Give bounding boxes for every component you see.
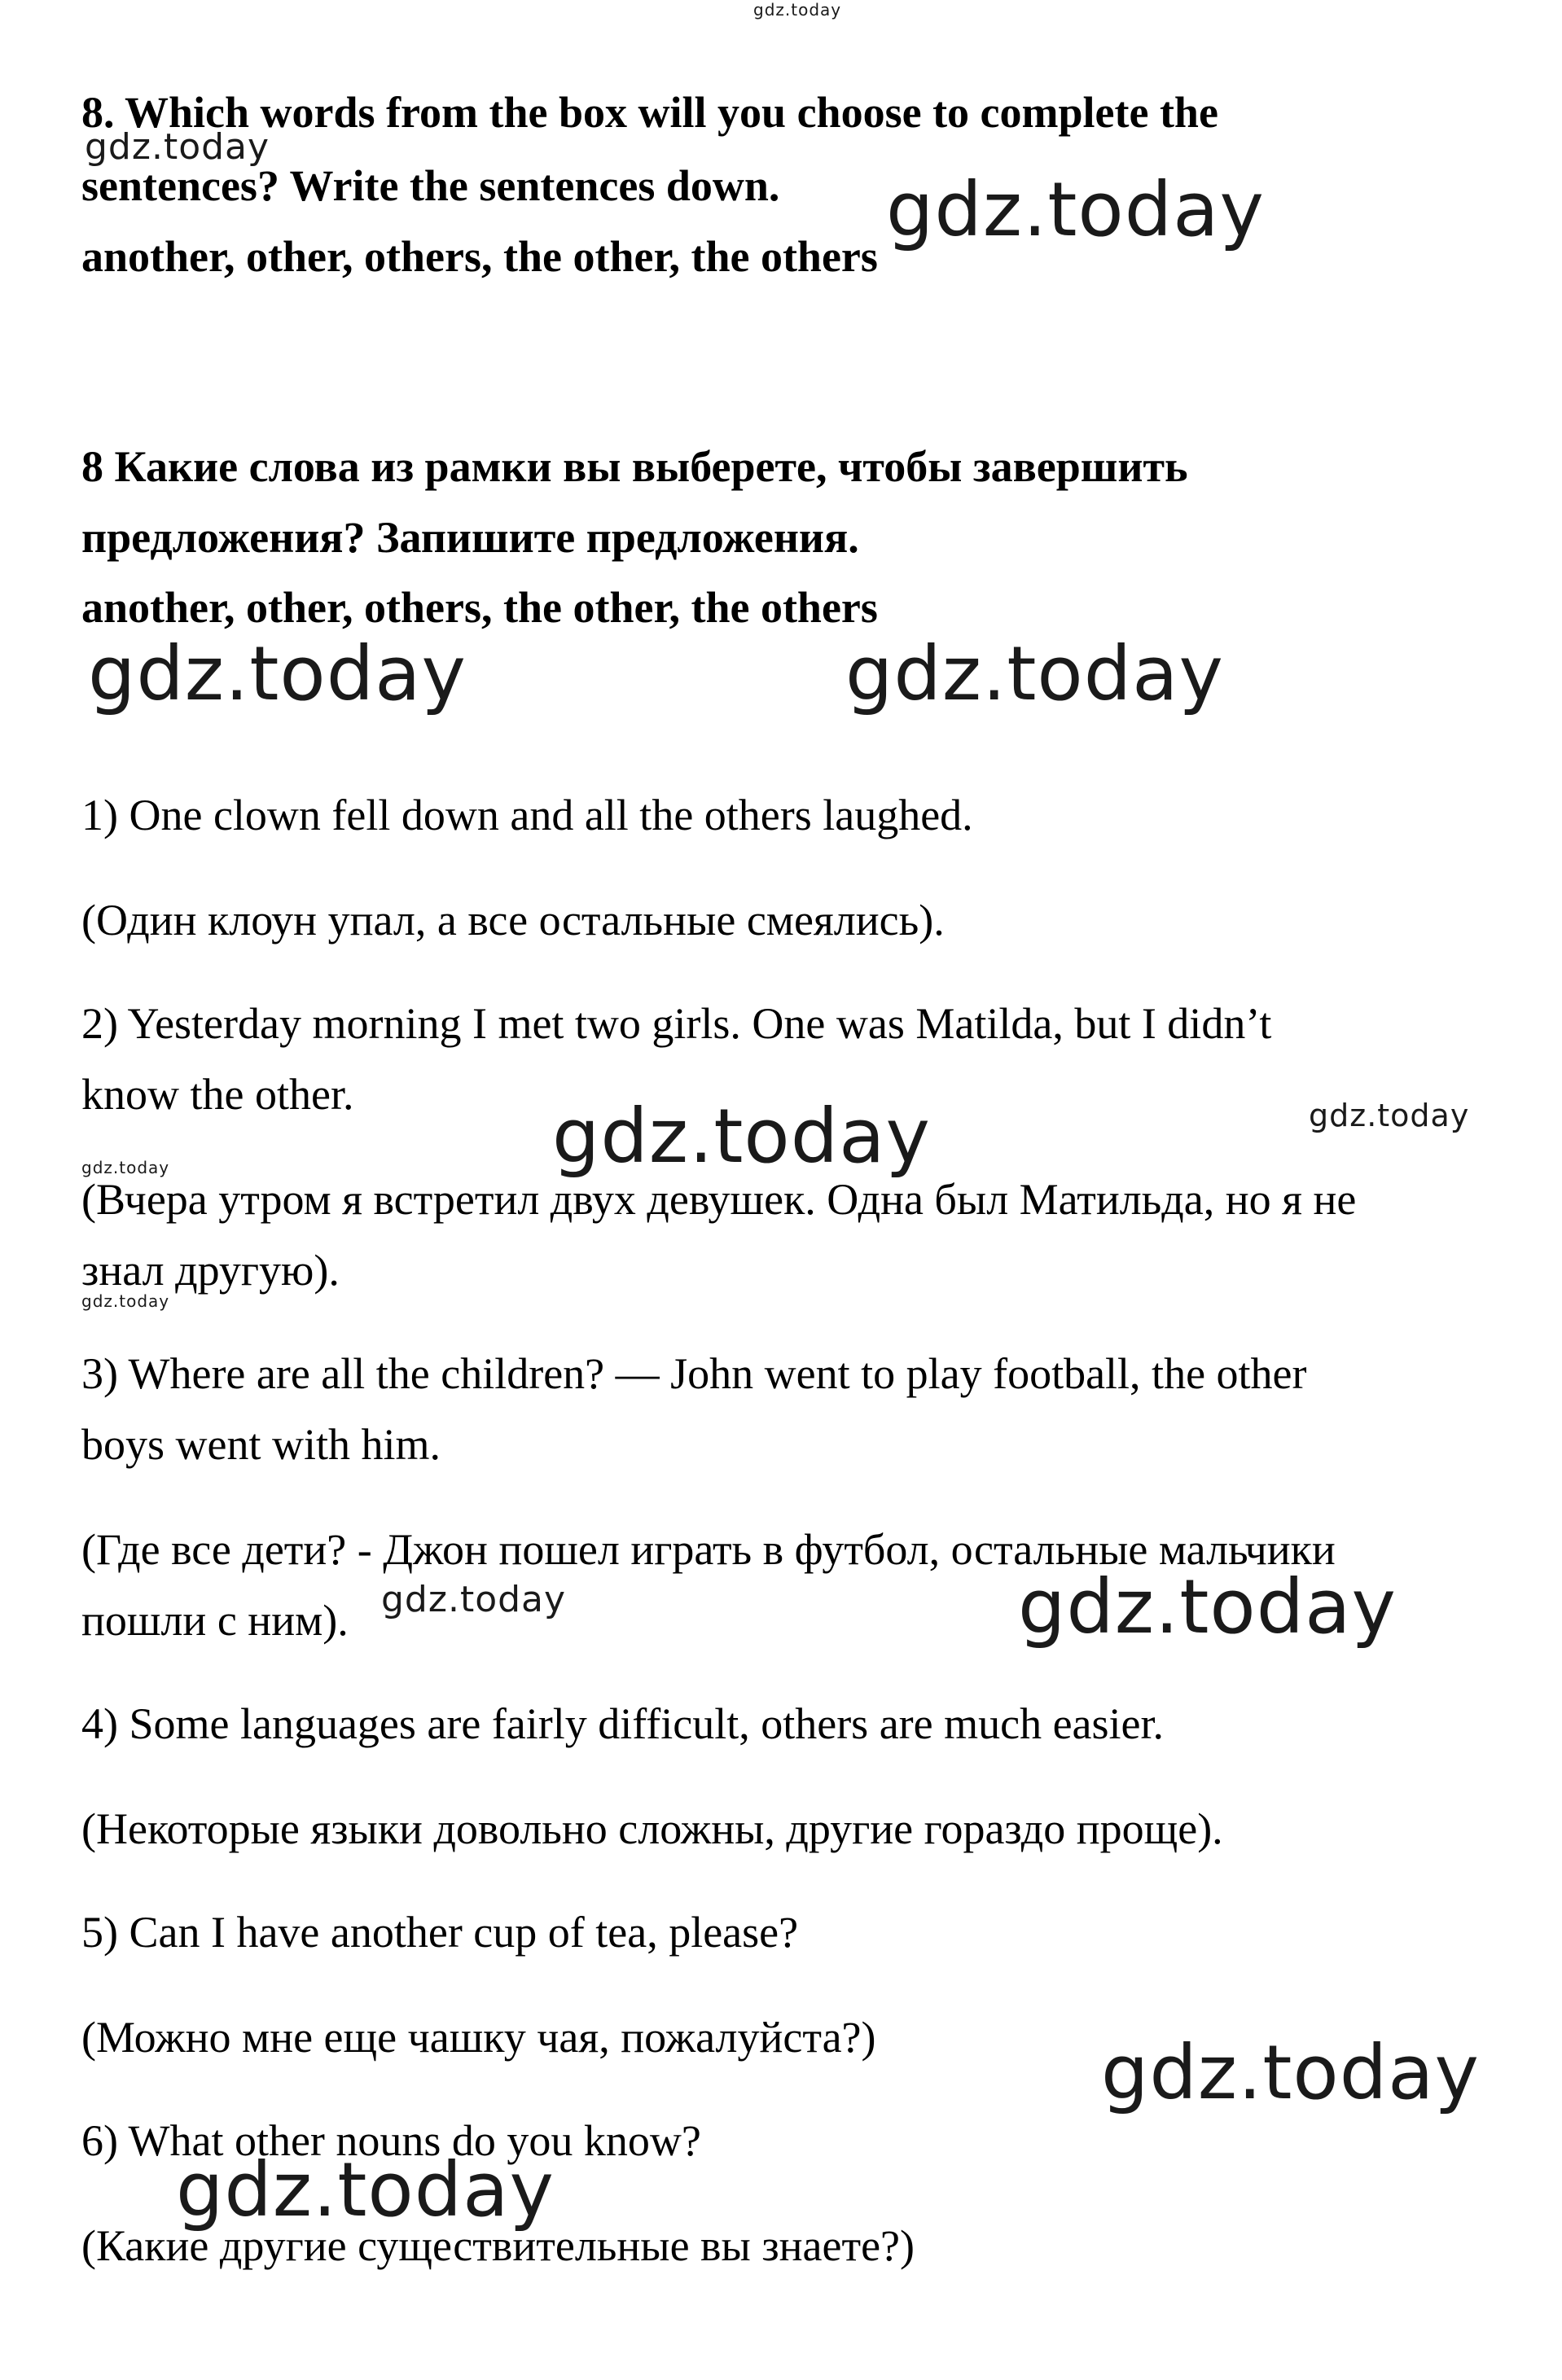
watermark: gdz.today — [381, 1579, 567, 1620]
task-ru-line-2: предложения? Запишите предложения. — [81, 513, 859, 562]
task-en-word-box: another, other, others, the other, the others — [81, 232, 878, 281]
answer-2-en-line-1: 2) Yesterday morning I met two girls. One was Matilda, but I didn’t — [81, 999, 1272, 1048]
answer-4-ru: (Некоторые языки довольно сложны, другие гораздо проще). — [81, 1804, 1223, 1853]
answer-1-en: 1) One clown fell down and all the others laughed. — [81, 791, 973, 839]
task-ru-word-box: another, other, others, the other, the others — [81, 583, 878, 632]
answer-4-en: 4) Some languages are fairly difficult, others are much easier. — [81, 1699, 1165, 1748]
watermark: gdz.today — [1309, 1098, 1470, 1133]
watermark: gdz.today — [176, 2146, 555, 2233]
answer-1-ru: (Один клоун упал, а все остальные смеялись). — [81, 896, 945, 945]
answer-2-ru-line-1: (Вчера утром я встретил двух девушек. Одна был Матильда, но я не — [81, 1175, 1357, 1224]
watermark: gdz.today — [88, 630, 467, 717]
watermark: gdz.today — [845, 630, 1224, 717]
watermark: gdz.today — [85, 126, 270, 168]
watermark: gdz.today — [886, 166, 1265, 253]
answer-2-en-line-2: know the other. — [81, 1070, 354, 1119]
answer-3-ru-line-1: (Где все дети? - Джон пошел играть в футбол, остальные мальчики — [81, 1525, 1336, 1574]
watermark: gdz.today — [552, 1093, 931, 1180]
answer-3-en-line-1: 3) Where are all the children? — John went to play football, the other — [81, 1349, 1307, 1398]
answer-3-en-line-2: boys went with him. — [81, 1420, 441, 1469]
answer-2-ru-line-2: знал другую). — [81, 1246, 340, 1295]
answer-5-en: 5) Can I have another cup of tea, please? — [81, 1908, 799, 1957]
task-en-line-1: 8. Which words from the box will you choose to complete the — [81, 88, 1218, 137]
answer-3-ru-line-2: пошли с ним). — [81, 1596, 349, 1645]
watermark: gdz.today — [1101, 2029, 1480, 2116]
watermark: gdz.today — [81, 1158, 170, 1177]
watermark: gdz.today — [1018, 1563, 1397, 1650]
watermark: gdz.today — [81, 1291, 170, 1311]
task-en-line-2: sentences? Write the sentences down. — [81, 161, 780, 210]
watermark-top: gdz.today — [753, 0, 842, 20]
answer-5-ru: (Можно мне еще чашку чая, пожалуйста?) — [81, 2013, 876, 2062]
task-ru-line-1: 8 Какие слова из рамки вы выберете, чтобы завершить — [81, 442, 1188, 491]
answer-6-ru: (Какие другие существительные вы знаете?) — [81, 2221, 915, 2270]
answer-6-en: 6) What other nouns do you know? — [81, 2116, 701, 2165]
